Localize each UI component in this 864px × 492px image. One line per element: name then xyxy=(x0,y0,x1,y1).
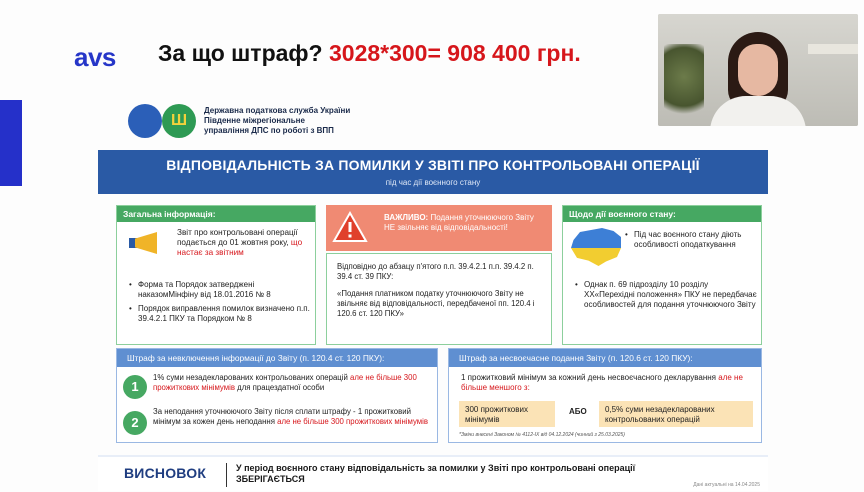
warning-callout xyxy=(326,205,552,251)
warning-message: Подання уточнюючого Звіту НЕ звільняє від відповідальності! xyxy=(384,213,534,232)
fine-item-1-main: 1% суми незадекларованих контрольованих операцій xyxy=(153,373,348,382)
list-item: • Порядок виправлення помилок визначено п.п. 39.4.2.1 ПКУ та Порядком № 8 xyxy=(129,304,313,324)
martial-law-card xyxy=(562,205,762,345)
agency-name xyxy=(204,106,350,136)
general-info-list xyxy=(129,280,313,328)
step-number-2: 2 xyxy=(123,411,147,435)
fine-non-inclusion-box xyxy=(116,348,438,443)
conclusion-text xyxy=(236,463,635,485)
step-number-1: 1 xyxy=(123,375,147,399)
trident-emblem-icon: Ш xyxy=(162,104,196,138)
fine-late-filing-box xyxy=(448,348,762,443)
bullet-icon: • xyxy=(625,230,628,239)
martial-note-2-text: Однак п. 69 підрозділу 10 розділу XX«Перехідні положення» ПКУ не передбачає особливостей для подання уточнюючого Звіту xyxy=(584,280,757,309)
conclusion-statement: У період воєнного стану відповідальність за помилки у Звіті про контрольовані операції xyxy=(236,463,636,473)
speaker-video[interactable] xyxy=(658,14,858,126)
late-filing-rule-main: 1 прожитковий мінімум за кожний день несвоєчасного декларування xyxy=(461,373,717,382)
late-filing-rule-red: але не більше меншого з: xyxy=(461,373,743,392)
warning-icon xyxy=(332,211,368,243)
video-plant xyxy=(664,44,704,126)
warning-text xyxy=(384,213,546,233)
legal-quote: «Подання платником податку уточнюючого Звіту не звільняє від відповідальності, передбаченої пп. 120.4 і 120.6 ст. 120 ПКУ» xyxy=(337,289,535,318)
martial-note-1 xyxy=(625,230,757,250)
agency-header xyxy=(128,104,428,144)
fine-item-2 xyxy=(153,407,431,427)
martial-note-1-text: Під час воєнного стану діють особливості оподаткування xyxy=(634,230,742,249)
deadline-note-main: Звіт про контрольовані операції подається до 01 жовтня року, xyxy=(177,228,298,247)
martial-law-heading: Щодо дії воєнного стану: xyxy=(563,206,761,222)
martial-note-2 xyxy=(575,280,759,310)
conclusion-title: ВИСНОВОК xyxy=(124,465,207,481)
fine-non-inclusion-heading: Штраф за невключення інформації до Звіту (п. 120.4 ст. 120 ПКУ): xyxy=(117,349,437,367)
agency-line-1: Державна податкова служба України xyxy=(204,106,351,115)
conclusion-bar xyxy=(98,455,768,491)
speaker-face xyxy=(738,44,778,96)
slide-headline xyxy=(158,40,581,67)
deadline-note xyxy=(177,228,312,258)
data-date-note: Дані актуальні на 14.04.2025 xyxy=(693,482,760,488)
banner-subtitle: під час дії воєнного стану xyxy=(385,178,481,187)
avs-logo: avs xyxy=(74,42,116,72)
fine-item-1-red: але не більше 300 прожиткових мінімумів xyxy=(153,373,417,392)
list-item: • Форма та Порядок затверджені наказомМінфіну від 18.01.2016 № 8 xyxy=(129,280,313,300)
title-banner xyxy=(98,150,768,194)
bullet-icon: • xyxy=(575,280,578,289)
accent-bar xyxy=(0,100,22,186)
warning-column xyxy=(326,205,552,345)
ukraine-map-icon xyxy=(571,228,621,268)
fine-item-2-red: але не більше 300 прожиткових мінімумів xyxy=(277,417,429,426)
banner-title: ВІДПОВІДАЛЬНІСТЬ ЗА ПОМИЛКИ У ЗВІТІ ПРО КОНТРОЛЬОВАНІ ОПЕРАЦІЇ xyxy=(166,157,700,173)
option-percent: 0,5% суми незадекларованих контрольованих операцій xyxy=(599,401,753,427)
deadline-note-red: що настає за звітним xyxy=(177,238,303,257)
late-filing-rule xyxy=(461,373,751,393)
conclusion-status: ЗБЕРІГАЄТЬСЯ xyxy=(236,474,305,484)
warning-lead: ВАЖЛИВО: xyxy=(384,213,429,222)
fine-late-filing-heading: Штраф за несвоєчасне подання Звіту (п. 120.6 ст. 120 ПКУ): xyxy=(449,349,761,367)
headline-question: За що штраф? xyxy=(158,40,323,66)
general-info-card xyxy=(116,205,316,345)
legal-reference: Відповідно до абзацу п'ятого п.п. 39.4.2.1 п.п. 39.4.2 п. 39.4 ст. 39 ПКУ: xyxy=(337,262,534,281)
agency-line-2: Південне міжрегіональне xyxy=(204,116,305,125)
option-min-wages: 300 прожиткових мінімумів xyxy=(459,401,555,427)
map-yellow-part xyxy=(571,248,621,266)
headline-formula: 3028*300= 908 400 грн. xyxy=(328,40,581,66)
map-blue-part xyxy=(571,228,621,248)
megaphone-icon xyxy=(127,228,161,258)
conclusion-divider xyxy=(226,463,227,487)
or-label: АБО xyxy=(569,407,587,416)
general-info-heading: Загальна інформація: xyxy=(117,206,315,222)
video-shelf xyxy=(808,44,858,54)
legal-basis-box xyxy=(326,253,552,345)
tax-service-seal xyxy=(128,104,162,138)
fine-item-2-main: За неподання уточнюючого Звіту після сплати штрафу - 1 прожитковий мінімум за кожен день неподання xyxy=(153,407,411,426)
law-footnote: *Зміни внесені Законом № 4112-IX від 04.12.2024 (чинний з 25.03.2025) xyxy=(459,432,625,438)
fine-item-1 xyxy=(153,373,431,393)
agency-line-3: управління ДПС по роботі з ВПП xyxy=(204,126,334,135)
megaphone-horn xyxy=(135,232,157,254)
fine-item-1-tail: для працездатної особи xyxy=(237,383,325,392)
